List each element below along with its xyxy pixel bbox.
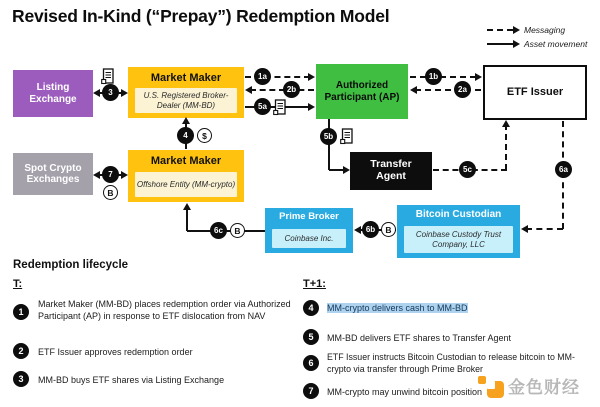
- badge-3: 3: [102, 84, 119, 101]
- badge-2b: 2b: [283, 81, 300, 98]
- legend-asset-line: [487, 43, 513, 45]
- badge-6b: 6b: [362, 221, 379, 238]
- lifecycle-col-t-label: T:: [13, 278, 23, 290]
- step-text-highlighted: MM-crypto delivers cash to MM-BD: [327, 303, 468, 313]
- spot-crypto-title: Spot Crypto Exchanges: [24, 162, 82, 185]
- box-bitcoin-custodian: [397, 205, 520, 258]
- step-text: MM-BD delivers ETF shares to Transfer Agent: [327, 333, 512, 343]
- step-number: 2: [13, 343, 29, 359]
- legend-messaging-line: [487, 29, 513, 31]
- cash-icon: $: [197, 128, 212, 143]
- step-number: 3: [13, 371, 29, 387]
- page-title: Revised In-Kind (“Prepay”) Redemption Model: [12, 6, 390, 26]
- box-market-maker-crypto: [128, 150, 244, 202]
- badge-5a: 5a: [254, 98, 271, 115]
- step-text: ETF Issuer instructs Bitcoin Custodian to release bitcoin to MM-crypto via transfer through Prime Broker: [327, 352, 575, 374]
- legend-asset-arrowhead: [513, 40, 520, 48]
- step-text: MM-BD buys ETF shares via Listing Exchange: [38, 375, 225, 385]
- step-text: ETF Issuer approves redemption order: [38, 347, 193, 357]
- watermark: [478, 372, 580, 399]
- document-icon: [273, 99, 286, 116]
- box-transfer-agent: [350, 152, 432, 190]
- box-market-maker-bd: [128, 67, 244, 118]
- legend-messaging-label: Messaging: [524, 25, 566, 35]
- legend-messaging-arrowhead: [513, 26, 520, 34]
- document-icon: [101, 68, 114, 85]
- market-maker-bd-title: Market Maker: [150, 72, 222, 84]
- bitcoin-icon: B: [381, 222, 396, 237]
- transfer-agent-title: Transfer Agent: [370, 158, 412, 182]
- golden-finance-logo-icon: [478, 372, 504, 399]
- badge-5b: 5b: [320, 128, 337, 145]
- bitcoin-custodian-subtitle: Coinbase Custody Trust Company, LLC: [404, 226, 513, 253]
- badge-1b: 1b: [425, 68, 442, 85]
- listing-exchange-title: Listing Exchange: [29, 82, 77, 105]
- step-text: Market Maker (MM-BD) places redemption order via Authorized Participant (AP) in response to ETF dislocation from NAV: [38, 299, 291, 322]
- legend-asset-label: Asset movement: [524, 39, 588, 49]
- authorized-participant-title: Authorized Participant (AP): [324, 80, 400, 103]
- step-number: 7: [303, 383, 319, 399]
- market-maker-crypto-title: Market Maker: [150, 155, 222, 167]
- etf-issuer-title: ETF Issuer: [506, 86, 564, 99]
- bitcoin-icon: B: [103, 185, 118, 200]
- step-number: 4: [303, 300, 319, 316]
- lifecycle-col-t1-label: T+1:: [303, 278, 326, 290]
- box-etf-issuer: [483, 65, 587, 120]
- market-maker-crypto-subtitle: Offshore Entity (MM-crypto): [135, 172, 237, 197]
- badge-6a: 6a: [555, 161, 572, 178]
- step-number: 5: [303, 329, 319, 345]
- badge-6c: 6c: [210, 222, 227, 239]
- badge-1a: 1a: [254, 68, 271, 85]
- box-prime-broker: [265, 208, 353, 253]
- badge-7: 7: [102, 166, 119, 183]
- watermark-text: 金色财经: [508, 378, 580, 397]
- badge-2a: 2a: [454, 81, 471, 98]
- badge-4: 4: [177, 127, 194, 144]
- lifecycle-heading: Redemption lifecycle: [13, 259, 129, 271]
- badge-5c: 5c: [459, 161, 476, 178]
- prime-broker-title: Prime Broker: [279, 211, 339, 222]
- box-spot-crypto-exchanges: [13, 153, 93, 195]
- step-number: 6: [303, 355, 319, 371]
- prime-broker-subtitle: Coinbase Inc.: [272, 229, 346, 248]
- bitcoin-custodian-title: Bitcoin Custodian: [415, 209, 502, 220]
- step-text: MM-crypto may unwind bitcoin position: [327, 387, 483, 397]
- bitcoin-icon: B: [230, 223, 245, 238]
- market-maker-bd-subtitle: U.S. Registered Broker-Dealer (MM-BD): [135, 88, 237, 113]
- box-listing-exchange: [13, 70, 93, 117]
- step-number: 1: [13, 304, 29, 320]
- box-authorized-participant: [316, 64, 408, 119]
- document-icon: [340, 128, 353, 145]
